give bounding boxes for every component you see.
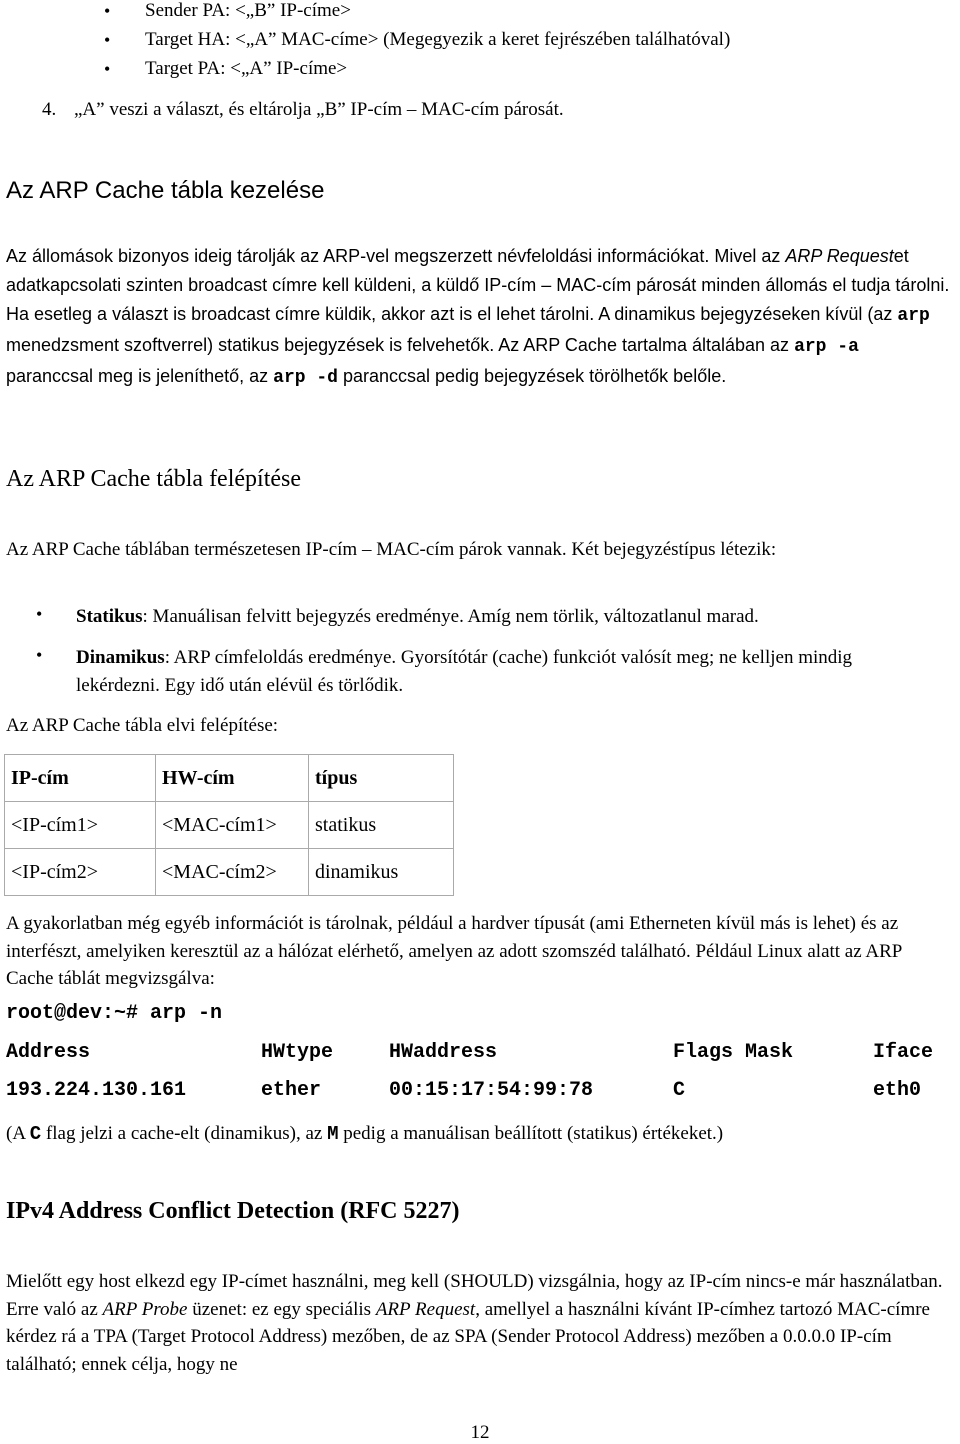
- text: üzenet: ez egy speciális: [187, 1298, 376, 1320]
- list-item-static: [76, 603, 946, 631]
- text: paranccsal pedig bejegyzések törölhetők belőle.: [337, 366, 727, 386]
- text: et adatkapcsolati szinten broadcast címre kell küldeni, a küldő IP-cím – MAC-cím párosát minden állomás el tudja tárolni. Ha esetleg a választ is broadcast címre küldik, akkor azt is el lehet tárolni. A dinamikus bejegyzéseken kívül (az: [6, 246, 950, 324]
- step-number: 4.: [42, 99, 57, 120]
- table-cell: <IP-cím1>: [5, 802, 156, 849]
- table-header-cell: HW-cím: [156, 755, 309, 802]
- section-heading-arp-cache-management: Az ARP Cache tábla kezelése: [6, 177, 325, 204]
- value-flags: C: [673, 1079, 686, 1102]
- text: : Manuálisan felvitt bejegyzés eredménye. Amíg nem törlik, változatlanul marad.: [142, 606, 759, 627]
- text: Az állomások bizonyos ideig tárolják az ARP-vel megszerzett névfeloldási információkat. Mivel az: [6, 246, 786, 266]
- text: pedig a manuálisan beállított (statikus) értékeket.): [338, 1123, 724, 1144]
- term-arp-request: ARP Request: [375, 1298, 476, 1320]
- bullet-dot: •: [36, 604, 43, 624]
- value-address: 193.224.130.161: [6, 1079, 187, 1102]
- bullet-dot: •: [104, 59, 111, 79]
- page-number: 12: [470, 1422, 490, 1443]
- table-header-cell: IP-cím: [5, 755, 156, 802]
- flags-note: [6, 1120, 950, 1149]
- column-flags-mask: Flags Mask: [673, 1041, 794, 1064]
- table-intro: Az ARP Cache tábla elvi felépítése:: [6, 715, 279, 736]
- bullet-dot: •: [104, 1, 111, 21]
- column-hwaddress: HWaddress: [389, 1041, 498, 1064]
- list-item: Target PA: <„A” IP-címe>: [145, 58, 348, 79]
- table-cell: statikus: [309, 802, 454, 849]
- value-hwtype: ether: [261, 1079, 322, 1102]
- bullet-dot: •: [104, 30, 111, 50]
- table-cell: <MAC-cím2>: [156, 849, 309, 896]
- table-row: [5, 849, 454, 896]
- table-cell: <IP-cím2>: [5, 849, 156, 896]
- section-heading-arp-cache-structure: Az ARP Cache tábla felépítése: [6, 466, 302, 492]
- value-iface: eth0: [873, 1079, 922, 1102]
- text: : ARP címfeloldás eredménye. Gyorsítótár (cache) funkciót valósít meg; ne kelljen mindig lekérdezni. Egy idő után elévül és törlődik.: [76, 647, 853, 696]
- text: flag jelzi a cache-elt (dinamikus), az: [41, 1123, 328, 1144]
- text: paranccsal meg is jeleníthető, az: [6, 366, 274, 386]
- table-row: [5, 802, 454, 849]
- text: (A: [6, 1123, 30, 1144]
- value-hwaddress: 00:15:17:54:99:78: [389, 1079, 594, 1102]
- paragraph-arp-cache-structure-intro: Az ARP Cache táblában természetesen IP-cím – MAC-cím párok vannak. Két bejegyzéstípus létezik:: [6, 539, 777, 560]
- bullet-dot: •: [36, 645, 43, 665]
- paragraph-arp-cache-management: [6, 242, 950, 393]
- list-item: Target HA: <„A” MAC-címe> (Megegyezik a keret fejrészében találhatóval): [145, 29, 731, 50]
- section-heading-address-conflict-detection: IPv4 Address Conflict Detection (RFC 5227): [6, 1198, 460, 1224]
- code-flag-m: M: [327, 1123, 339, 1145]
- column-hwtype: HWtype: [261, 1041, 334, 1064]
- arp-cache-table: [4, 754, 454, 896]
- code-arp-d: arp -d: [273, 368, 338, 388]
- code-flag-c: C: [29, 1123, 42, 1145]
- code-arp: arp: [897, 306, 930, 326]
- text: menedzsment szoftverrel) statikus bejegyzések is felvehetők. Az ARP Cache tartalma általában az: [6, 335, 795, 355]
- term-arp-probe: ARP Probe: [102, 1298, 188, 1320]
- code-arp-a: arp -a: [794, 337, 859, 357]
- table-header-row: [5, 755, 454, 802]
- table-cell: <MAC-cím1>: [156, 802, 309, 849]
- table-cell: dinamikus: [309, 849, 454, 896]
- paragraph-after-table: A gyakorlatban még egyéb információt is tárolnak, például a hardver típusát (ami Etherneten kívül más is lehet) és az interfészt, amelyiken keresztül az a hálózat elérhető, amelyen az adott szomszéd található. Például Linux alatt az ARP Cache táblát megvizsgálva:: [6, 913, 902, 989]
- table-header-cell: típus: [309, 755, 454, 802]
- column-address: Address: [6, 1041, 91, 1064]
- term-arp-request: ARP Request: [785, 246, 894, 266]
- text: Mielőtt egy host elkezd egy IP-címet használni, meg kell (SHOULD) vizsgálnia, hogy az IP-cím nincs-e már használatban. Erre való az: [6, 1271, 943, 1320]
- command-line: root@dev:~# arp -n: [6, 1002, 223, 1025]
- column-iface: Iface: [873, 1041, 934, 1064]
- list-item: Sender PA: <„B” IP-címe>: [145, 0, 351, 21]
- term-static: Statikus: [76, 606, 143, 627]
- step-text: „A” veszi a választ, és eltárolja „B” IP-cím – MAC-cím párosát.: [74, 99, 564, 120]
- term-dynamic: Dinamikus: [76, 647, 165, 668]
- paragraph-address-conflict-detection: [6, 1268, 950, 1378]
- text: , amellyel a használni kívánt IP-címhez tartozó MAC-címre kérdez rá a TPA (Target Protocol Address) mezőben, de az SPA (Sender Protocol Address) mezőben a 0.0.0.0 IP-cím található; ennek célja, hogy ne: [6, 1298, 930, 1375]
- list-item-dynamic: [76, 644, 916, 699]
